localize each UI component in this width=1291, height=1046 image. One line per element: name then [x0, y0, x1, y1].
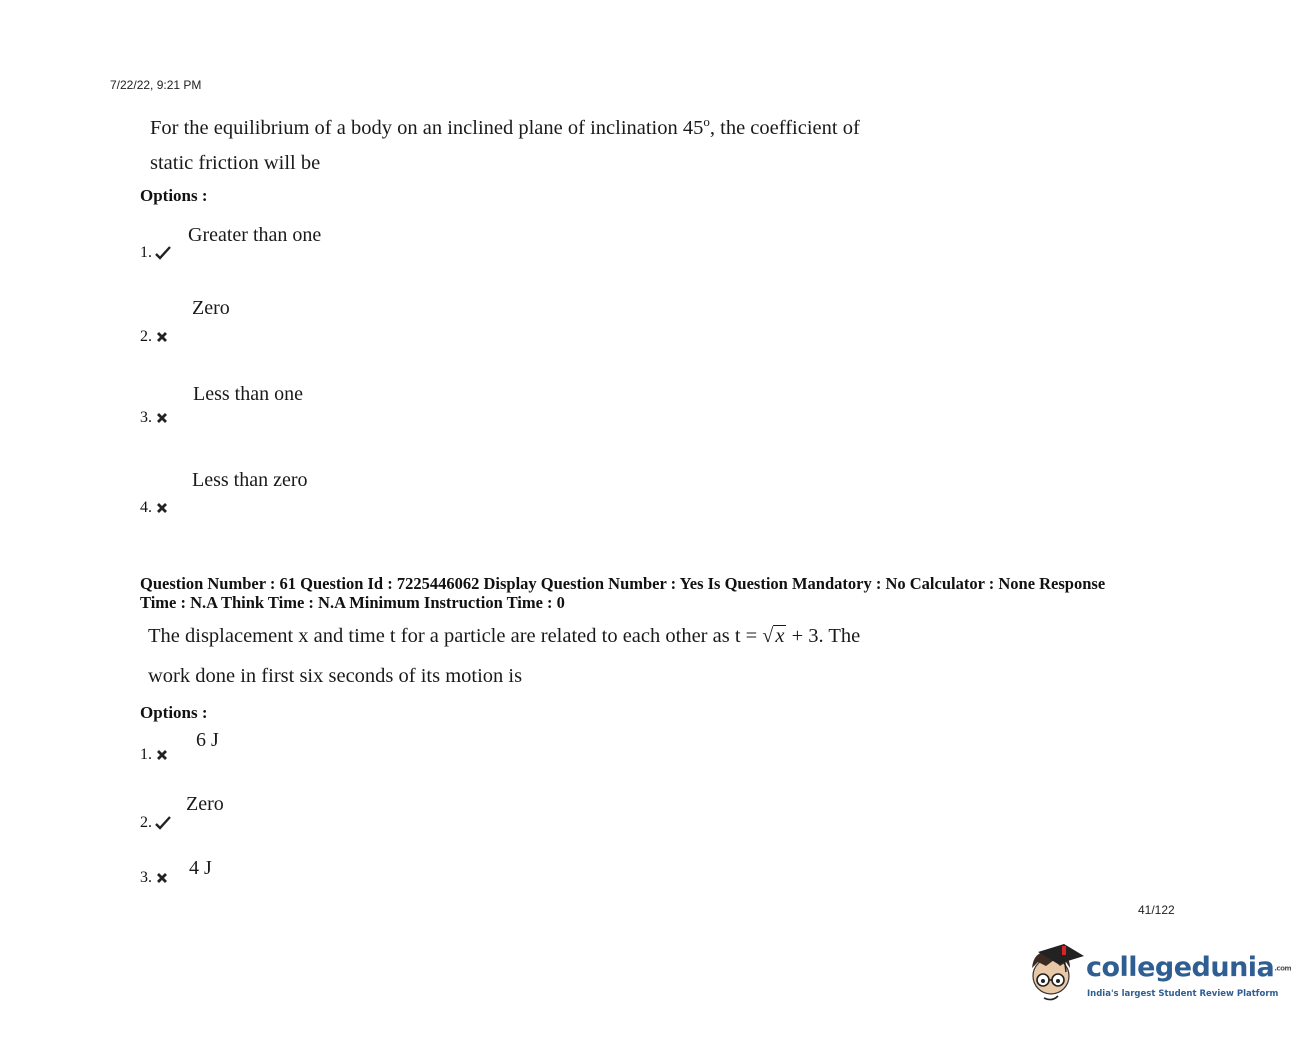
question-meta-line2: Time : N.A Think Time : N.A Minimum Instruction Time : 0	[140, 593, 565, 612]
option-text: 6 J	[196, 729, 219, 751]
option-number: 3.	[140, 869, 169, 887]
option-number: 3.	[140, 409, 169, 427]
option-text: Less than zero	[192, 469, 308, 491]
option-text: Less than one	[193, 383, 303, 405]
question-meta-line1: Question Number : 61 Question Id : 7225446062 Display Question Number : Yes Is Question Mandatory : No Calculator : None Response	[140, 574, 1106, 593]
question-text-part: For the equilibrium of a body on an inclined plane of inclination 45	[150, 116, 704, 139]
options-label: Options :	[140, 186, 208, 205]
option-text: Zero	[186, 793, 224, 815]
option-number: 4.	[140, 499, 169, 517]
sqrt-expression: √x	[762, 625, 785, 647]
brand-logo-text: collegedunia.com	[1086, 952, 1291, 983]
option-number: 1.	[140, 244, 171, 262]
cross-icon	[155, 748, 169, 762]
degree-superscript: o	[703, 114, 710, 129]
options-label: Options :	[140, 703, 208, 722]
mascot-logo-icon	[1024, 938, 1086, 1004]
option-text: 4 J	[189, 857, 212, 879]
brand-tagline: India's largest Student Review Platform	[1087, 989, 1279, 999]
cross-icon	[155, 871, 169, 885]
option-number: 2.	[140, 328, 169, 346]
question-text-part: + 3. The	[786, 625, 861, 647]
question-text-line1	[148, 625, 860, 648]
question-text-part: The displacement x and time t for a particle are related to each other as t =	[148, 625, 763, 647]
check-icon	[155, 816, 171, 830]
sqrt-variable: x	[775, 625, 785, 647]
cross-icon	[155, 501, 169, 515]
page-number: 41/122	[1138, 903, 1175, 917]
question-text-line2: static friction will be	[150, 152, 321, 174]
print-timestamp: 7/22/22, 9:21 PM	[110, 78, 202, 92]
option-number: 1.	[140, 746, 169, 764]
question-text-part: , the coefficient of	[709, 116, 860, 139]
question-text-line2: work done in first six seconds of its motion is	[148, 665, 523, 687]
option-number: 2.	[140, 814, 171, 832]
option-text: Zero	[192, 297, 230, 319]
check-icon	[155, 246, 171, 260]
option-text: Greater than one	[188, 224, 322, 246]
cross-icon	[155, 411, 169, 425]
question-text-line1	[150, 114, 860, 140]
cross-icon	[155, 330, 169, 344]
question-meta	[140, 574, 1180, 612]
